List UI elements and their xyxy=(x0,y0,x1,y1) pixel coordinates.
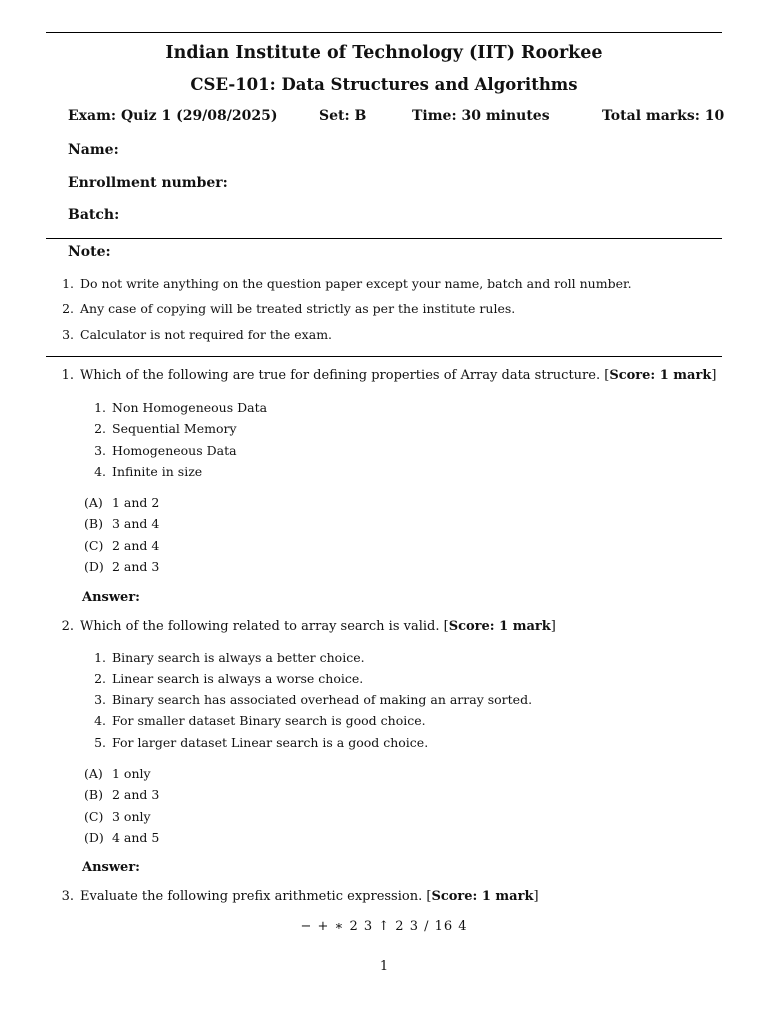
prefix-expression: − + ∗ 2 3 ↑ 2 3 / 16 4 xyxy=(300,919,468,934)
option-a: (A) 1 only xyxy=(84,766,151,781)
answer-label: Answer: xyxy=(82,590,140,605)
option-b: (B) 2 and 3 xyxy=(84,787,160,802)
note-heading: Note: xyxy=(68,244,111,260)
option-c: (C) 3 only xyxy=(84,809,151,824)
total-marks-info: Total marks: 10 xyxy=(602,108,725,124)
statement: 4. For smaller dataset Binary search is good choice. xyxy=(94,713,426,728)
course-title: CSE-101: Data Structures and Algorithms xyxy=(190,75,578,94)
name-label: Name: xyxy=(68,142,119,158)
statement: 5. For larger dataset Linear search is a good choice. xyxy=(94,735,429,750)
option-d: (D) 4 and 5 xyxy=(84,830,160,845)
question-1: 1. Which of the following are true for defining properties of Array data structure. [Score: 1 mark] xyxy=(61,368,717,383)
note-bottom-rule xyxy=(46,356,722,357)
institute-title: Indian Institute of Technology (IIT) Roorkee xyxy=(165,43,603,63)
set-info: Set: B xyxy=(319,108,367,124)
question-2: 2. Which of the following related to array search is valid. [Score: 1 mark] xyxy=(61,619,556,634)
batch-label: Batch: xyxy=(68,207,120,223)
option-d: (D) 2 and 3 xyxy=(84,559,160,574)
top-rule xyxy=(46,32,722,33)
statement: 2. Linear search is always a worse choice. xyxy=(94,671,364,686)
answer-label: Answer: xyxy=(82,860,140,875)
note-item: 1. Do not write anything on the question paper except your name, batch and roll number. xyxy=(62,276,632,291)
option-c: (C) 2 and 4 xyxy=(84,538,160,553)
exam-info: Exam: Quiz 1 (29/08/2025) xyxy=(68,108,278,124)
score-label: Score: 1 mark xyxy=(609,368,712,383)
statement: 1. Non Homogeneous Data xyxy=(94,400,268,415)
question-3: 3. Evaluate the following prefix arithmetic expression. [Score: 1 mark] xyxy=(61,889,539,904)
statement: 3. Binary search has associated overhead of making an array sorted. xyxy=(94,692,533,707)
statement: 1. Binary search is always a better choice. xyxy=(94,650,365,665)
note-item: 2. Any case of copying will be treated strictly as per the institute rules. xyxy=(62,301,516,316)
statement: 4. Infinite in size xyxy=(94,464,203,479)
note-top-rule xyxy=(46,238,722,239)
page-number: 1 xyxy=(379,959,389,974)
option-a: (A) 1 and 2 xyxy=(84,495,160,510)
statement: 2. Sequential Memory xyxy=(94,421,237,436)
statement: 3. Homogeneous Data xyxy=(94,443,237,458)
option-b: (B) 3 and 4 xyxy=(84,516,160,531)
time-info: Time: 30 minutes xyxy=(412,108,550,124)
enrollment-label: Enrollment number: xyxy=(68,175,228,191)
score-label: Score: 1 mark xyxy=(448,619,551,634)
score-label: Score: 1 mark xyxy=(431,889,534,904)
note-item: 3. Calculator is not required for the exam. xyxy=(62,327,333,342)
